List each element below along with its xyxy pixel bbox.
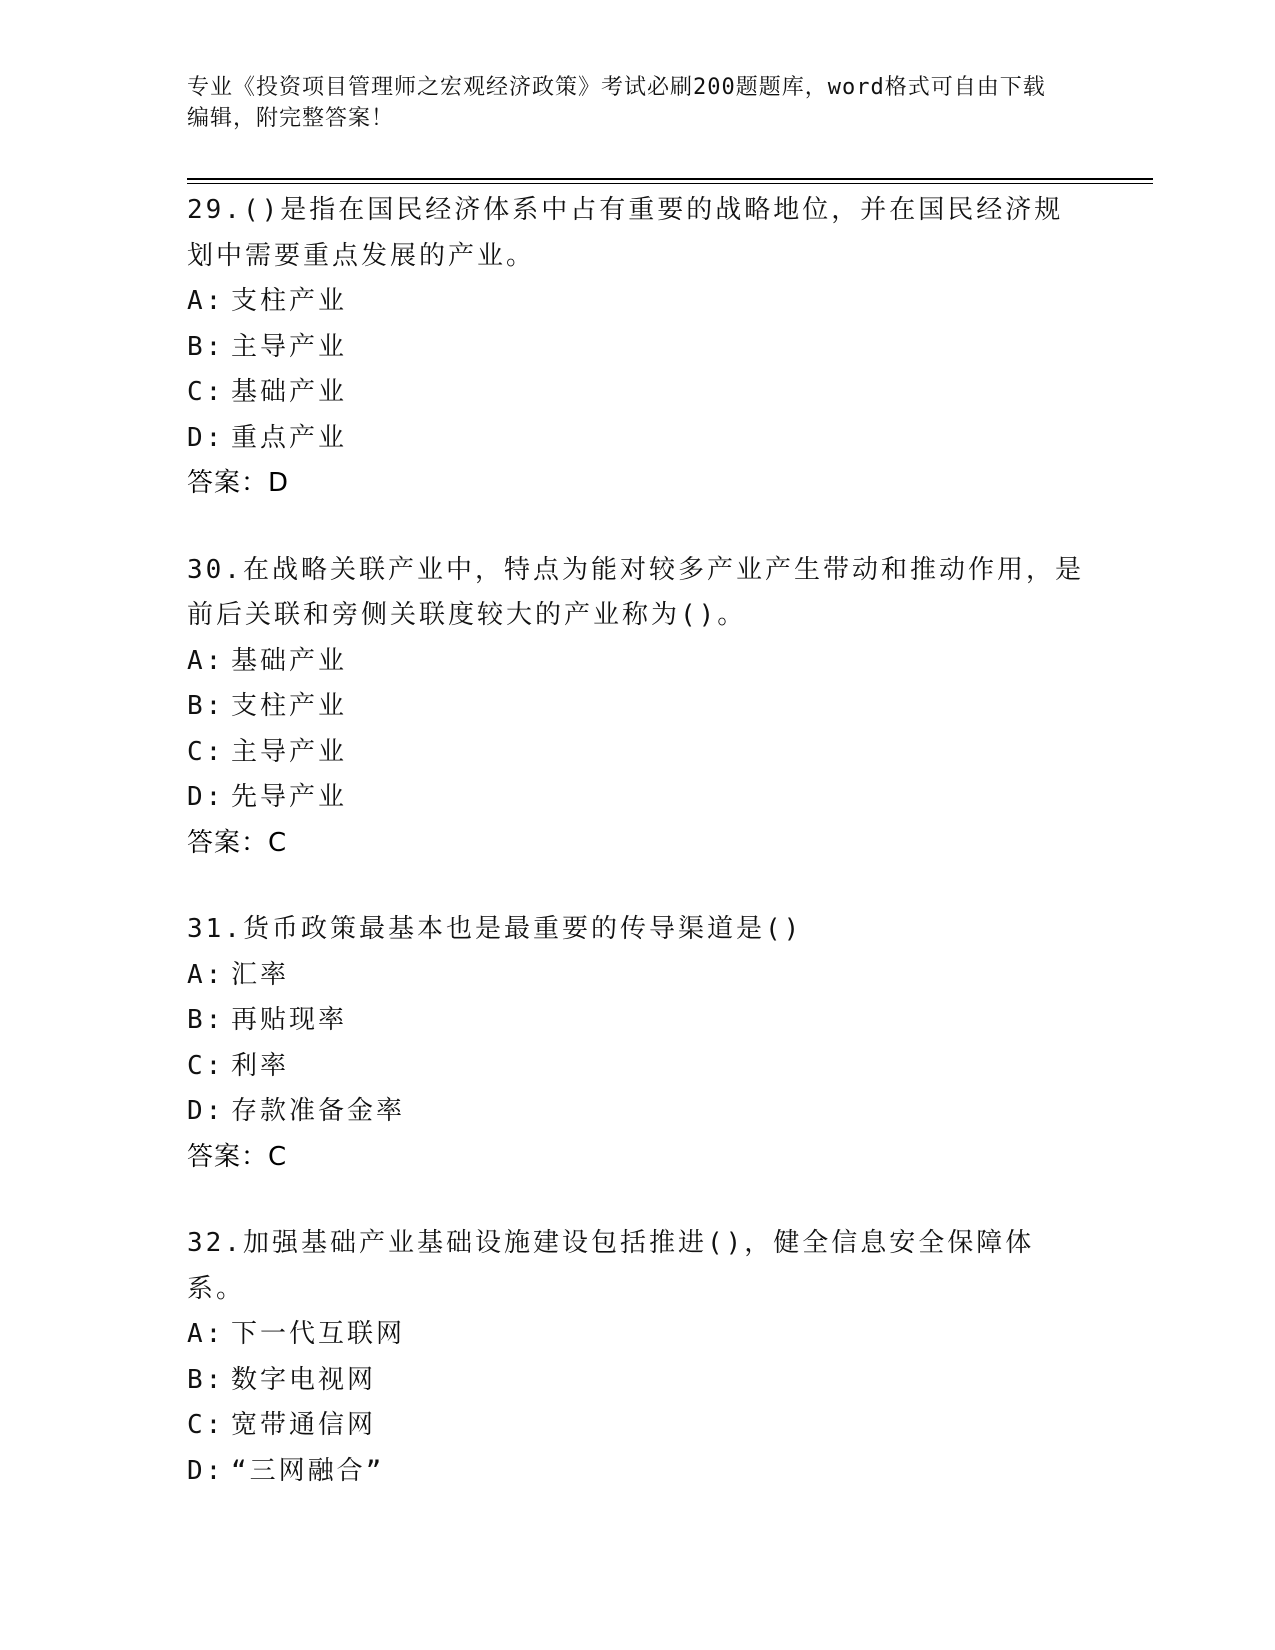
option-text: 基础产业 bbox=[231, 645, 348, 676]
option-b bbox=[187, 998, 1087, 1044]
option-c bbox=[187, 730, 1087, 776]
option-text: 存款准备金率 bbox=[231, 1096, 406, 1126]
option-d bbox=[187, 775, 1087, 821]
option-text: 汇率 bbox=[231, 959, 290, 990]
question-stem: 32.加强基础产业基础设施建设包括推进()，健全信息安全保障体系。 bbox=[187, 1228, 1035, 1304]
option-text: 下一代互联网 bbox=[231, 1319, 406, 1349]
option-d bbox=[187, 1089, 1087, 1135]
option-d bbox=[187, 416, 1087, 462]
option-b bbox=[187, 684, 1087, 730]
option-key: D: bbox=[187, 1455, 225, 1486]
option-key: D: bbox=[187, 1096, 225, 1126]
option-text: 主导产业 bbox=[231, 331, 348, 362]
header-title: 专业《投资项目管理师之宏观经济政策》考试必刷200题题库，word格式可自由下载编辑，附完整答案！ bbox=[187, 75, 1046, 131]
option-key: C: bbox=[187, 1050, 225, 1081]
header-divider-thick bbox=[187, 178, 1153, 180]
question-31 bbox=[187, 907, 1087, 1180]
option-key: A: bbox=[187, 645, 225, 676]
option-key: C: bbox=[187, 377, 225, 407]
option-text: 基础产业 bbox=[231, 377, 348, 407]
option-key: B: bbox=[187, 331, 225, 362]
option-a bbox=[187, 279, 1087, 325]
option-text: “三网融合” bbox=[231, 1455, 385, 1486]
option-text: 重点产业 bbox=[231, 422, 348, 453]
question-30 bbox=[187, 548, 1087, 867]
option-key: A: bbox=[187, 959, 225, 990]
option-a bbox=[187, 1312, 1087, 1358]
answer-line: 答案：C bbox=[187, 1141, 288, 1172]
option-text: 数字电视网 bbox=[231, 1364, 377, 1395]
question-list bbox=[187, 188, 1087, 1535]
option-a bbox=[187, 639, 1087, 685]
answer-line: 答案：C bbox=[187, 827, 288, 858]
option-key: A: bbox=[187, 1319, 225, 1349]
option-text: 支柱产业 bbox=[231, 691, 348, 721]
option-c bbox=[187, 1403, 1087, 1449]
option-text: 宽带通信网 bbox=[231, 1410, 377, 1440]
option-a bbox=[187, 953, 1087, 999]
document-header bbox=[187, 72, 1067, 134]
option-key: B: bbox=[187, 1364, 225, 1395]
option-text: 支柱产业 bbox=[231, 286, 348, 316]
question-stem: 31.货币政策最基本也是最重要的传导渠道是() bbox=[187, 914, 803, 944]
question-stem: 29.()是指在国民经济体系中占有重要的战略地位，并在国民经济规划中需要重点发展的产业。 bbox=[187, 195, 1064, 271]
option-b bbox=[187, 1358, 1087, 1404]
option-key: D: bbox=[187, 422, 225, 453]
option-text: 主导产业 bbox=[231, 736, 348, 767]
question-32 bbox=[187, 1221, 1087, 1494]
option-text: 再贴现率 bbox=[231, 1005, 348, 1035]
header-divider-thin bbox=[187, 183, 1153, 184]
option-c bbox=[187, 1044, 1087, 1090]
option-text: 先导产业 bbox=[231, 782, 348, 812]
option-c bbox=[187, 370, 1087, 416]
option-b bbox=[187, 325, 1087, 371]
question-stem: 30.在战略关联产业中，特点为能对较多产业产生带动和推动作用，是前后关联和旁侧关联度较大的产业称为()。 bbox=[187, 554, 1084, 630]
option-d bbox=[187, 1449, 1087, 1495]
question-29 bbox=[187, 188, 1087, 507]
option-key: D: bbox=[187, 782, 225, 812]
option-key: C: bbox=[187, 736, 225, 767]
option-text: 利率 bbox=[231, 1050, 290, 1081]
option-key: C: bbox=[187, 1410, 225, 1440]
option-key: B: bbox=[187, 691, 225, 721]
option-key: A: bbox=[187, 286, 225, 316]
option-key: B: bbox=[187, 1005, 225, 1035]
answer-line: 答案：D bbox=[187, 468, 290, 498]
